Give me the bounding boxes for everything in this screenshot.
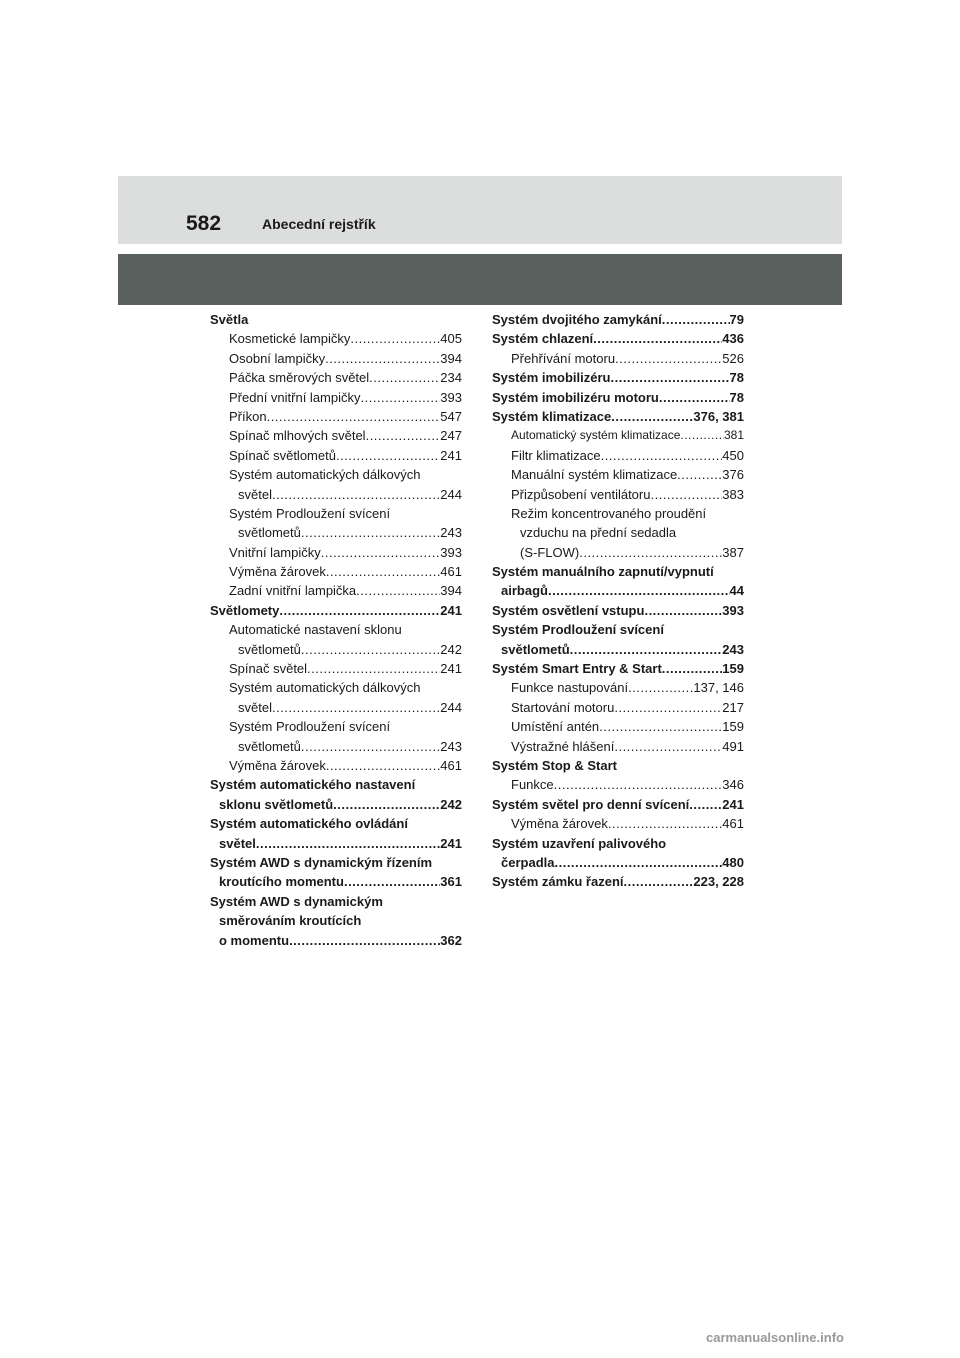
leader-dots [350, 329, 440, 348]
index-entry-page[interactable]: 241 [440, 447, 462, 463]
index-entry [210, 581, 462, 600]
index-entry-label: Systém zámku řazení [492, 874, 624, 890]
index-entry-page[interactable]: 243 [440, 738, 462, 754]
index-entry-label: Vnitřní lampičky [229, 544, 321, 560]
index-entry-page[interactable]: 241 [440, 835, 462, 851]
index-entry-page[interactable]: 137, 146 [693, 680, 744, 696]
index-entry-page[interactable]: 547 [440, 408, 462, 424]
index-entry [210, 775, 462, 794]
index-entry-label: Systém AWD s dynamickým řízením [210, 854, 433, 870]
index-entry-label: Automatické nastavení sklonu [229, 622, 402, 638]
index-entry-label: o momentu [219, 932, 290, 948]
leader-dots [326, 756, 440, 775]
index-entry-page[interactable]: 394 [440, 583, 462, 599]
index-entry-label: Přední vnitřní lampičky [229, 389, 361, 405]
index-entry [210, 737, 462, 756]
index-entry-label: Systém osvětlení vstupu [492, 602, 645, 618]
index-entry [492, 485, 744, 504]
index-entry [492, 349, 744, 368]
leader-dots [301, 523, 440, 542]
index-entry-label: světlometů [238, 641, 301, 657]
index-entry [210, 523, 462, 542]
index-entry-label: Systém světel pro denní svícení [492, 796, 690, 812]
leader-dots [279, 601, 440, 620]
index-entry-label: Spínač mlhových světel [229, 428, 366, 444]
leader-dots [628, 678, 693, 697]
index-entry [210, 756, 462, 775]
index-entry [492, 698, 744, 717]
dark-band [118, 254, 842, 305]
index-entry-page[interactable]: 491 [722, 738, 744, 754]
index-entry-label: Systém Smart Entry & Start [492, 661, 662, 677]
leader-dots [369, 368, 440, 387]
index-entry [492, 659, 744, 678]
index-entry-page[interactable]: 393 [440, 389, 462, 405]
index-entry-page[interactable]: 244 [440, 699, 462, 715]
index-entry-label: Systém manuálního zapnutí/vypnutí [492, 564, 714, 580]
leader-dots [662, 659, 723, 678]
index-entry-page[interactable]: 376, 381 [693, 408, 744, 424]
index-entry-page[interactable]: 242 [440, 641, 462, 657]
index-entry [492, 601, 744, 620]
index-entry [210, 601, 462, 620]
index-entry-label: Systém chlazení [492, 331, 594, 347]
index-entry-label: Umístění antén [511, 719, 600, 735]
leader-dots [554, 853, 722, 872]
index-entry-label: Funkce nastupování [511, 680, 629, 696]
index-entry-page[interactable]: 461 [440, 757, 462, 773]
index-entry-page[interactable]: 44 [729, 583, 744, 599]
index-entry [492, 678, 744, 697]
index-entry-page[interactable]: 78 [729, 370, 744, 386]
index-entry-label: Systém imobilizéru motoru [492, 389, 659, 405]
index-entry-label: směrováním kroutících [219, 913, 362, 929]
index-entry-label: Systém automatických dálkových [229, 467, 421, 483]
leader-dots [289, 931, 440, 950]
leader-dots [608, 814, 722, 833]
index-entry-page[interactable]: 362 [440, 932, 462, 948]
index-entry-page[interactable]: 346 [722, 777, 744, 793]
leader-dots [344, 872, 440, 891]
leader-dots [336, 446, 440, 465]
index-entry [492, 717, 744, 736]
index-entry-page[interactable]: 394 [440, 350, 462, 366]
index-entry [210, 446, 462, 465]
header-band [118, 176, 842, 244]
index-entry-page[interactable]: 526 [722, 350, 744, 366]
index-entry [492, 504, 744, 523]
index-entry-label: Funkce [511, 777, 554, 793]
leader-dots [680, 426, 724, 445]
leader-dots [267, 407, 441, 426]
index-entry [210, 310, 462, 329]
index-entry [492, 446, 744, 465]
index-entry [492, 465, 744, 484]
index-entry-page[interactable]: 241 [440, 661, 462, 677]
leader-dots [689, 795, 722, 814]
leader-dots [272, 698, 440, 717]
index-entry [210, 562, 462, 581]
leader-dots [548, 581, 730, 600]
index-entry-page[interactable]: 461 [440, 564, 462, 580]
index-entry [492, 310, 744, 329]
index-entry [492, 543, 744, 562]
index-entry [210, 795, 462, 814]
page-number: 582 [186, 212, 222, 235]
index-entry-label: sklonu světlometů [219, 796, 334, 812]
leader-dots [321, 543, 441, 562]
index-entry-label: světel [238, 486, 272, 502]
index-entry [492, 834, 744, 853]
leader-dots [579, 543, 722, 562]
index-entry [492, 640, 744, 659]
index-entry-label: Systém Prodloužení svícení [229, 719, 391, 735]
index-entry-page[interactable]: 243 [440, 525, 462, 541]
index-entry [210, 504, 462, 523]
index-entry [210, 407, 462, 426]
index-entry-page[interactable]: 241 [722, 796, 744, 812]
index-entry [210, 931, 462, 950]
leader-dots [677, 465, 722, 484]
leader-dots [662, 310, 730, 329]
leader-dots [301, 640, 440, 659]
index-entry [492, 368, 744, 387]
index-entry [210, 426, 462, 445]
index-entry-page[interactable]: 405 [440, 331, 462, 347]
leader-dots [326, 562, 440, 581]
leader-dots [570, 640, 723, 659]
index-entry-label: Systém AWD s dynamickým [210, 893, 383, 909]
index-entry [210, 698, 462, 717]
index-entry-label: Systém dvojitého zamykání [492, 312, 662, 327]
leader-dots [333, 795, 440, 814]
index-entry-page[interactable]: 234 [440, 370, 462, 386]
index-entry-page[interactable]: 243 [722, 641, 744, 657]
index-entry [210, 911, 462, 930]
index-entry-label: Páčka směrových světel [229, 370, 370, 386]
index-entry [210, 717, 462, 736]
leader-dots [361, 388, 441, 407]
index-entry-label: světlometů [238, 738, 301, 754]
index-entry [210, 388, 462, 407]
index-entry-page[interactable]: 361 [440, 874, 462, 890]
index-entry [492, 737, 744, 756]
index-entry-page[interactable]: 480 [722, 854, 744, 870]
index-entry-label: Systém uzavření palivového [492, 835, 667, 851]
leader-dots [611, 407, 693, 426]
leader-dots [644, 601, 722, 620]
index-entry-label: vzduchu na přední sedadla [520, 525, 677, 541]
index-entry-page[interactable]: 450 [722, 447, 744, 463]
index-entry-page[interactable]: 78 [729, 389, 744, 405]
leader-dots [650, 485, 722, 504]
index-entry [210, 853, 462, 872]
index-entry [492, 407, 744, 426]
leader-dots [301, 737, 440, 756]
leader-dots [610, 368, 729, 387]
index-entry-page[interactable]: 387 [722, 544, 744, 560]
index-entry-label: Systém automatických dálkových [229, 680, 421, 696]
index-entry-page[interactable]: 247 [440, 428, 462, 444]
index-entry-label: Osobní lampičky [229, 350, 326, 366]
index-column-left [210, 310, 462, 950]
index-entry [492, 620, 744, 639]
index-entry-label: světel [238, 699, 272, 715]
index-entry-label: Systém klimatizace [492, 408, 612, 424]
index-entry [210, 814, 462, 833]
index-entry-label: Spínač světlometů [229, 447, 336, 463]
index-entry-page[interactable]: 383 [722, 486, 744, 502]
index-entry-label: Výměna žárovek [511, 816, 608, 832]
index-entry-label: (S-FLOW) [520, 544, 580, 560]
index-entry-label: Světla [210, 312, 249, 327]
index-entry [210, 678, 462, 697]
index-entry [210, 349, 462, 368]
leader-dots [599, 717, 722, 736]
index-entry [210, 485, 462, 504]
index-entry-page[interactable]: 244 [440, 486, 462, 502]
index-entry [492, 756, 744, 775]
index-entry [210, 892, 462, 911]
leader-dots [624, 872, 694, 891]
index-entry-label: Světlomety [210, 602, 280, 618]
index-entry [492, 523, 744, 542]
index-entry-label: Filtr klimatizace [511, 447, 601, 463]
index-entry [210, 465, 462, 484]
index-entry-page[interactable]: 241 [440, 602, 462, 618]
index-entry-label: Přehřívání motoru [511, 350, 616, 366]
index-entry-label: Spínač světel [229, 661, 308, 677]
leader-dots [554, 775, 723, 794]
section-title: Abecední rejstřík [262, 216, 376, 232]
index-entry-label: kroutícího momentu [219, 874, 344, 890]
index-entry-label: čerpadla [501, 854, 555, 870]
index-entry-page[interactable]: 159 [722, 719, 744, 735]
index-entry-page[interactable]: 79 [729, 312, 744, 327]
index-entry-page[interactable]: 217 [722, 699, 744, 715]
leader-dots [614, 698, 722, 717]
index-entry-page[interactable]: 159 [722, 661, 744, 677]
index-column-right [492, 310, 744, 892]
index-entry [492, 853, 744, 872]
index-entry-label: Kosmetické lampičky [229, 331, 351, 347]
index-entry-page[interactable]: 393 [722, 602, 744, 618]
index-entry-label: Systém Prodloužení svícení [492, 622, 664, 638]
index-entry-label: Příkon [229, 408, 267, 424]
index-entry-label: Manuální systém klimatizace [511, 467, 678, 483]
index-entry [492, 329, 744, 348]
leader-dots [601, 446, 723, 465]
leader-dots [659, 388, 730, 407]
leader-dots [366, 426, 441, 445]
index-entry-label: světlometů [238, 525, 301, 541]
index-entry-label: Zadní vnitřní lampička [229, 583, 357, 599]
index-entry-page[interactable]: 381 [723, 428, 744, 443]
index-entry-label: Systém automatického ovládání [210, 816, 408, 832]
index-entry-page[interactable]: 393 [440, 544, 462, 560]
index-entry [210, 620, 462, 639]
index-entry [492, 775, 744, 794]
index-entry-label: Systém automatického nastavení [210, 777, 416, 793]
index-entry-label: světel [219, 835, 256, 851]
index-entry [210, 872, 462, 891]
leader-dots [272, 485, 440, 504]
index-entry [492, 426, 744, 445]
index-entry [210, 368, 462, 387]
index-entry-label: Systém imobilizéru [492, 370, 611, 386]
watermark: carmanualsonline.info [706, 1330, 844, 1345]
index-entry-label: Automatický systém klimatizace [511, 428, 681, 443]
index-entry-page[interactable]: 376 [722, 467, 744, 483]
index-entry [492, 562, 744, 581]
index-entry-page[interactable]: 223, 228 [693, 874, 744, 890]
index-entry [492, 872, 744, 891]
index-entry-page[interactable]: 461 [722, 816, 744, 832]
index-entry [492, 581, 744, 600]
leader-dots [615, 349, 722, 368]
index-entry-label: Systém Prodloužení svícení [229, 505, 391, 521]
index-entry [210, 834, 462, 853]
leader-dots [325, 349, 440, 368]
index-entry-page[interactable]: 242 [440, 796, 462, 812]
leader-dots [256, 834, 440, 853]
index-entry-label: Přizpůsobení ventilátoru [511, 486, 651, 502]
index-entry-label: Výstražné hlášení [511, 738, 615, 754]
index-entry-page[interactable]: 436 [722, 331, 744, 347]
index-entry [210, 659, 462, 678]
index-entry [492, 795, 744, 814]
index-entry [210, 329, 462, 348]
leader-dots [307, 659, 440, 678]
index-entry-label: Startování motoru [511, 699, 615, 715]
index-entry-label: světlometů [501, 641, 570, 657]
index-entry-label: Výměna žárovek [229, 564, 326, 580]
index-entry [210, 543, 462, 562]
index-entry-label: airbagů [501, 583, 548, 599]
index-entry [492, 388, 744, 407]
index-entry-label: Výměna žárovek [229, 757, 326, 773]
leader-dots [356, 581, 440, 600]
index-entry [210, 640, 462, 659]
index-entry-label: Systém Stop & Start [492, 757, 617, 773]
index-entry [492, 814, 744, 833]
leader-dots [614, 737, 722, 756]
leader-dots [593, 329, 722, 348]
index-entry-label: Režim koncentrovaného proudění [511, 505, 707, 521]
